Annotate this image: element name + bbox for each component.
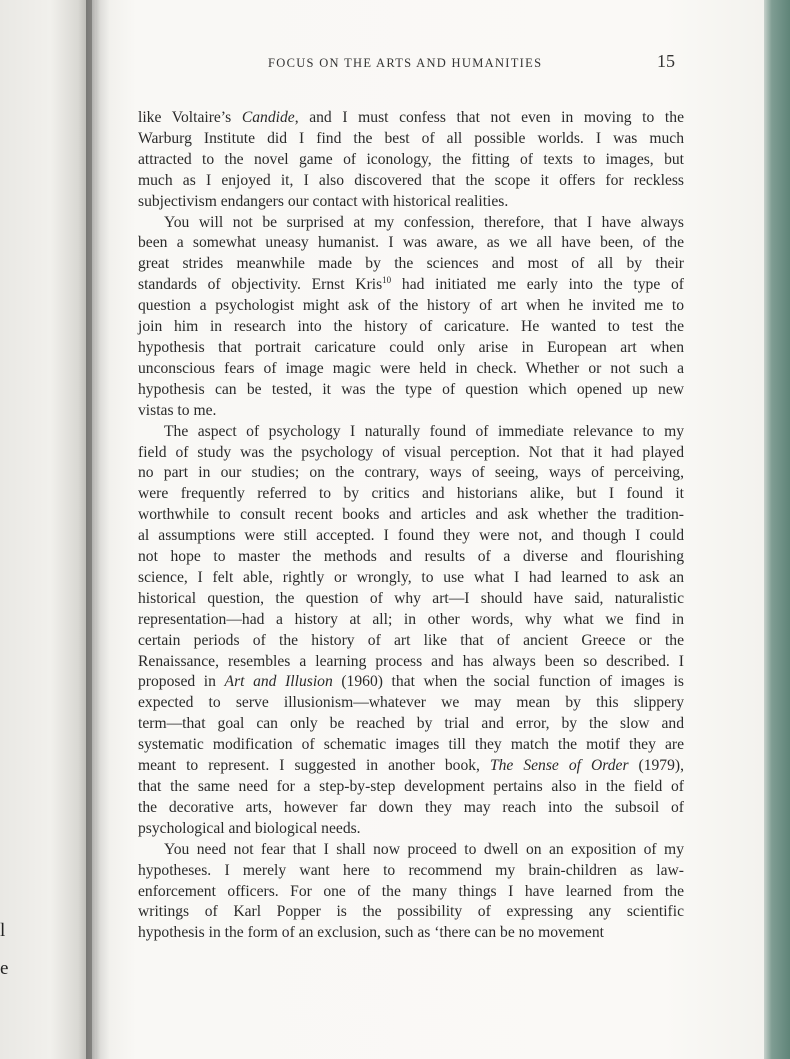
text-segment: hypothesis that portrait caricature could only arise in European art when xyxy=(138,338,684,356)
text-segment: no part in our studies; on the contrary, ways of seeing, ways of perceiving, xyxy=(138,464,684,482)
body-text xyxy=(138,108,684,944)
text-line xyxy=(138,254,684,275)
text-segment: hypothesis in the form of an exclusion, such as ‘there can be no movement xyxy=(138,924,604,942)
paragraph xyxy=(138,840,684,945)
text-line xyxy=(138,610,684,631)
text-segment: proposed in xyxy=(138,673,225,691)
book-title-italic: Candide xyxy=(241,109,295,126)
text-line xyxy=(138,652,684,673)
text-segment: certain periods of the history of art like that of ancient Greece or the xyxy=(138,631,684,649)
text-line xyxy=(138,819,684,840)
text-segment: , and I must confess that not even in moving to the xyxy=(294,109,684,126)
text-segment: systematic modification of schematic images till they match the motif they are xyxy=(138,736,684,754)
text-segment: question a psychologist might ask of the history of art when he invited me to xyxy=(138,297,684,315)
book-title-italic: The Sense of Order xyxy=(489,757,629,775)
text-line xyxy=(138,108,684,129)
text-line xyxy=(138,484,684,505)
paragraph xyxy=(138,213,684,422)
text-segment: join him in research into the history of caricature. He wanted to test the xyxy=(138,318,684,336)
text-segment: not hope to master the methods and results of a diverse and flourishing xyxy=(138,548,684,566)
text-line xyxy=(138,714,684,735)
text-line xyxy=(138,568,684,589)
gutter-shadow xyxy=(86,0,110,1059)
running-head: FOCUS ON THE ARTS AND HUMANITIES xyxy=(268,56,543,70)
text-line xyxy=(138,380,684,401)
text-segment: been a somewhat uneasy humanist. I was aware, as we all have been, of the xyxy=(138,234,684,252)
text-segment: worthwhile to consult recent books and articles and ask whether the tradition- xyxy=(138,506,684,524)
text-line xyxy=(138,756,684,777)
text-line xyxy=(138,735,684,756)
text-line xyxy=(138,798,684,819)
text-segment: You need not fear that I shall now proceed to dwell on an exposition of my xyxy=(164,840,684,858)
text-segment: vistas to me. xyxy=(138,401,217,419)
text-line xyxy=(138,631,684,652)
text-segment: Warburg Institute did I find the best of all possible worlds. I was much xyxy=(138,129,684,147)
text-segment: were frequently referred to by critics and historians alike, but I found it xyxy=(138,485,684,503)
text-segment: (1960) that when the social function of images is xyxy=(332,673,684,691)
left-page-edge xyxy=(0,0,92,1059)
text-segment: psychological and biological needs. xyxy=(138,819,361,837)
text-line xyxy=(138,213,684,234)
text-line xyxy=(138,923,684,944)
text-line xyxy=(138,672,684,693)
text-line xyxy=(138,275,684,296)
left-page-fragment: e xyxy=(0,958,9,979)
text-segment: much as I enjoyed it, I also discovered that the scope it offers for reckless xyxy=(138,171,684,189)
text-segment: attracted to the novel game of iconology, the fitting of texts to images, but xyxy=(138,150,684,168)
text-segment: meant to represent. I suggested in another book, xyxy=(138,757,490,775)
text-line xyxy=(138,233,684,254)
text-segment: like Voltaire’s xyxy=(138,109,242,126)
text-line xyxy=(138,192,684,213)
text-line xyxy=(138,693,684,714)
text-segment: unconscious fears of image magic were held in check. Whether or not such a xyxy=(138,359,684,377)
text-line xyxy=(138,463,684,484)
text-segment: al assumptions were still accepted. I found they were not, and though I could xyxy=(138,527,684,545)
paragraph xyxy=(138,108,684,213)
text-segment: The aspect of psychology I naturally found of immediate relevance to my xyxy=(164,422,684,440)
text-segment: historical question, the question of why art—I should have said, naturalistic xyxy=(138,589,684,607)
text-line xyxy=(138,902,684,923)
text-segment: enforcement officers. For one of the many things I have learned from the xyxy=(138,882,684,900)
text-line xyxy=(138,359,684,380)
text-line xyxy=(138,840,684,861)
text-line xyxy=(138,777,684,798)
text-line xyxy=(138,296,684,317)
text-line xyxy=(138,401,684,422)
text-line xyxy=(138,317,684,338)
text-segment: representation—had a history at all; in other words, why what we find in xyxy=(138,610,684,628)
text-segment: the decorative arts, however far down they may reach into the subsoil of xyxy=(138,798,684,816)
text-line xyxy=(138,589,684,610)
text-line xyxy=(138,526,684,547)
text-segment: science, I felt able, rightly or wrongly, to use what I had learned to ask an xyxy=(138,568,684,586)
text-segment: (1979), xyxy=(628,757,684,775)
book-title-italic: Art and Illusion xyxy=(224,673,333,691)
text-segment: hypotheses. I merely want here to recommend my brain-children as law- xyxy=(138,861,684,879)
paragraph xyxy=(138,422,684,840)
text-segment: expected to serve illusionism—whatever we may mean by this slippery xyxy=(138,694,684,712)
text-line xyxy=(138,547,684,568)
text-segment: had initiated me early into the type of xyxy=(391,276,685,294)
footnote-reference: 10 xyxy=(382,275,392,286)
text-line xyxy=(138,171,684,192)
text-line xyxy=(138,443,684,464)
text-segment: hypothesis can be tested, it was the type of question which opened up new xyxy=(138,380,684,398)
text-line xyxy=(138,422,684,443)
text-segment: standards of objectivity. Ernst Kris xyxy=(138,276,383,294)
text-line xyxy=(138,505,684,526)
text-line xyxy=(138,861,684,882)
text-segment: subjectivism endangers our contact with historical realities. xyxy=(138,192,509,210)
text-line xyxy=(138,129,684,150)
text-segment: writings of Karl Popper is the possibility of expressing any scientific xyxy=(138,903,684,921)
text-segment: Renaissance, resembles a learning process and has always been so described. I xyxy=(138,652,684,670)
book-cover-edge xyxy=(764,0,790,1059)
text-line xyxy=(138,882,684,903)
text-segment: field of study was the psychology of visual perception. Not that it had played xyxy=(138,443,684,461)
text-segment: term—that goal can only be reached by trial and error, by the slow and xyxy=(138,715,684,733)
left-page-fragment: l xyxy=(0,920,6,941)
text-line xyxy=(138,150,684,171)
text-segment: great strides meanwhile made by the sciences and most of all by their xyxy=(138,255,684,273)
text-segment: You will not be surprised at my confession, therefore, that I have always xyxy=(164,213,684,231)
text-line xyxy=(138,338,684,359)
page-number: 15 xyxy=(657,51,675,71)
text-segment: that the same need for a step-by-step development pertains also in the field of xyxy=(138,778,684,795)
